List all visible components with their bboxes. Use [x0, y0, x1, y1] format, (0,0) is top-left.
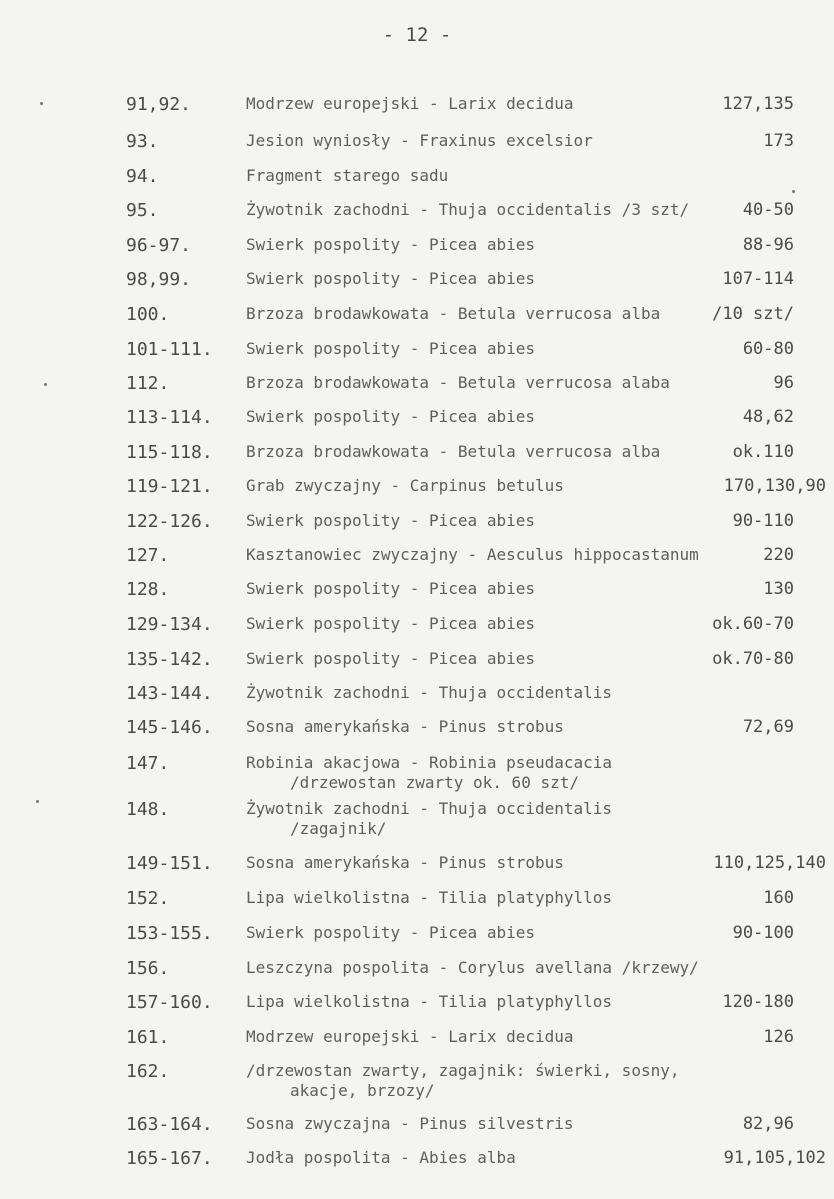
age-value: 120-180	[722, 992, 794, 1012]
list-item	[0, 683, 834, 715]
list-item	[0, 545, 834, 577]
description-line: Żywotnik zachodni - Thuja occidentalis /3 szt/	[246, 200, 690, 219]
list-item	[0, 269, 834, 301]
list-item	[0, 888, 834, 920]
species-description	[246, 166, 448, 186]
list-item	[0, 649, 834, 681]
description-line: Grab zwyczajny - Carpinus betulus	[246, 476, 564, 495]
list-item	[0, 614, 834, 646]
age-value: 110,125,140	[713, 853, 826, 873]
item-number: 161.	[126, 1027, 170, 1048]
description-line-2: /zagajnik/	[290, 819, 387, 838]
list-item	[0, 923, 834, 955]
list-item	[0, 853, 834, 885]
age-value: ok.60-70	[712, 614, 794, 634]
description-line: Jodła pospolita - Abies alba	[246, 1148, 516, 1167]
description-line: Swierk pospolity - Picea abies	[246, 269, 535, 288]
species-description	[246, 407, 535, 427]
list-item	[0, 753, 834, 792]
item-number: 127.	[126, 545, 170, 566]
description-line: Sosna amerykańska - Pinus strobus	[246, 853, 564, 872]
list-item	[0, 1114, 834, 1146]
description-line: Brzoza brodawkowata - Betula verrucosa alba	[246, 442, 661, 461]
age-value: ok.70-80	[712, 649, 794, 669]
list-item	[0, 200, 834, 232]
description-line: Swierk pospolity - Picea abies	[246, 339, 535, 358]
description-line: Brzoza brodawkowata - Betula verrucosa alba	[246, 304, 661, 323]
species-description	[246, 545, 699, 565]
age-value: 173	[763, 131, 794, 151]
description-line: Sosna amerykańska - Pinus strobus	[246, 717, 564, 736]
description-line: /drzewostan zwarty, zagajnik: świerki, sosny,	[246, 1061, 680, 1080]
age-value: 91,105,102	[723, 1148, 826, 1168]
item-number: 95.	[126, 200, 159, 221]
list-item	[0, 1061, 834, 1100]
species-description	[246, 373, 670, 393]
age-value: 107-114	[722, 269, 794, 289]
description-line: Modrzew europejski - Larix decidua	[246, 94, 574, 113]
species-description	[246, 717, 564, 737]
species-description	[246, 200, 689, 220]
description-line-2: akacje, brzozy/	[290, 1081, 435, 1100]
list-item	[0, 131, 834, 163]
age-value: 40-50	[742, 200, 794, 220]
item-number: 147.	[126, 753, 170, 774]
description-line: Modrzew europejski - Larix decidua	[246, 1027, 574, 1046]
age-value: 130	[763, 579, 794, 599]
age-value: 96	[773, 373, 794, 393]
list-item	[0, 717, 834, 749]
species-description	[246, 94, 574, 114]
description-line: Żywotnik zachodni - Thuja occidentalis	[246, 799, 613, 818]
description-line: Żywotnik zachodni - Thuja occidentalis	[246, 683, 613, 702]
paper-speck	[44, 383, 47, 386]
description-line-2: /drzewostan zwarty ok. 60 szt/	[290, 773, 579, 792]
description-line: Swierk pospolity - Picea abies	[246, 407, 535, 426]
description-line: Lipa wielkolistna - Tilia platyphyllos	[246, 888, 613, 907]
description-line: Swierk pospolity - Picea abies	[246, 235, 535, 254]
list-item	[0, 992, 834, 1024]
item-number: 149-151.	[126, 853, 213, 874]
item-number: 152.	[126, 888, 170, 909]
age-value: 72,69	[742, 717, 794, 737]
description-line: Fragment starego sadu	[246, 166, 449, 185]
description-line: Swierk pospolity - Picea abies	[246, 649, 535, 668]
species-description	[246, 753, 612, 793]
item-number: 156.	[126, 958, 170, 979]
list-item	[0, 799, 834, 838]
species-description	[246, 1148, 516, 1168]
description-line: Swierk pospolity - Picea abies	[246, 614, 535, 633]
species-description	[246, 131, 593, 151]
list-item	[0, 407, 834, 439]
description-line: Swierk pospolity - Picea abies	[246, 579, 535, 598]
item-number: 93.	[126, 131, 159, 152]
species-description	[246, 511, 535, 531]
species-description	[246, 579, 535, 599]
item-number: 113-114.	[126, 407, 213, 428]
species-description	[246, 799, 612, 839]
species-description	[246, 614, 535, 634]
species-description	[246, 958, 699, 978]
age-value: 90-110	[732, 511, 794, 531]
species-description	[246, 1027, 574, 1047]
species-description	[246, 1114, 574, 1134]
item-number: 143-144.	[126, 683, 213, 704]
list-item	[0, 94, 834, 126]
paper-speck	[792, 190, 795, 193]
species-description	[246, 992, 612, 1012]
list-item	[0, 166, 834, 198]
item-number: 94.	[126, 166, 159, 187]
item-number: 115-118.	[126, 442, 213, 463]
age-value: 160	[763, 888, 794, 908]
item-number: 98,99.	[126, 269, 192, 290]
item-number: 165-167.	[126, 1148, 213, 1169]
age-value: 170,130,90	[723, 476, 826, 496]
age-value: 90-100	[732, 923, 794, 943]
description-line: Kasztanowiec zwyczajny - Aesculus hippocastanum	[246, 545, 699, 564]
age-value: 48,62	[742, 407, 794, 427]
age-value: 220	[763, 545, 794, 565]
item-number: 101-111.	[126, 339, 213, 360]
list-item	[0, 442, 834, 474]
species-description	[246, 476, 564, 496]
age-value: ok.110	[732, 442, 794, 462]
list-item	[0, 476, 834, 508]
item-number: 157-160.	[126, 992, 213, 1013]
age-value: 60-80	[742, 339, 794, 359]
page-number: - 12 -	[382, 24, 452, 46]
description-line: Sosna zwyczajna - Pinus silvestris	[246, 1114, 574, 1133]
list-item	[0, 958, 834, 990]
list-item	[0, 1148, 834, 1180]
item-number: 112.	[126, 373, 170, 394]
item-number: 96-97.	[126, 235, 192, 256]
item-number: 119-121.	[126, 476, 213, 497]
paper-speck	[40, 102, 43, 105]
description-line: Swierk pospolity - Picea abies	[246, 511, 535, 530]
species-description	[246, 1061, 679, 1101]
list-item	[0, 235, 834, 267]
item-number: 100.	[126, 304, 170, 325]
item-number: 153-155.	[126, 923, 213, 944]
age-value: 88-96	[742, 235, 794, 255]
species-description	[246, 683, 612, 703]
age-value: 82,96	[742, 1114, 794, 1134]
species-description	[246, 269, 535, 289]
description-line: Lipa wielkolistna - Tilia platyphyllos	[246, 992, 613, 1011]
age-value: 127,135	[722, 94, 794, 114]
age-value: 126	[763, 1027, 794, 1047]
item-number: 122-126.	[126, 511, 213, 532]
list-item	[0, 511, 834, 543]
species-description	[246, 649, 535, 669]
species-description	[246, 888, 612, 908]
paper-speck	[36, 800, 39, 803]
species-description	[246, 339, 535, 359]
list-item	[0, 579, 834, 611]
item-number: 128.	[126, 579, 170, 600]
species-description	[246, 442, 660, 462]
item-number: 162.	[126, 1061, 170, 1082]
description-line: Brzoza brodawkowata - Betula verrucosa alaba	[246, 373, 670, 392]
item-number: 129-134.	[126, 614, 213, 635]
item-number: 163-164.	[126, 1114, 213, 1135]
description-line: Swierk pospolity - Picea abies	[246, 923, 535, 942]
description-line: Jesion wyniosły - Fraxinus excelsior	[246, 131, 593, 150]
list-item	[0, 304, 834, 336]
list-item	[0, 339, 834, 371]
description-line: Leszczyna pospolita - Corylus avellana /krzewy/	[246, 958, 699, 977]
species-description	[246, 304, 660, 324]
item-number: 145-146.	[126, 717, 213, 738]
species-description	[246, 853, 564, 873]
item-number: 91,92.	[126, 94, 192, 115]
item-number: 135-142.	[126, 649, 213, 670]
list-item	[0, 1027, 834, 1059]
item-number: 148.	[126, 799, 170, 820]
description-line: Robinia akacjowa - Robinia pseudacacia	[246, 753, 613, 772]
list-item	[0, 373, 834, 405]
age-value: /10 szt/	[712, 304, 794, 324]
species-description	[246, 235, 535, 255]
species-description	[246, 923, 535, 943]
